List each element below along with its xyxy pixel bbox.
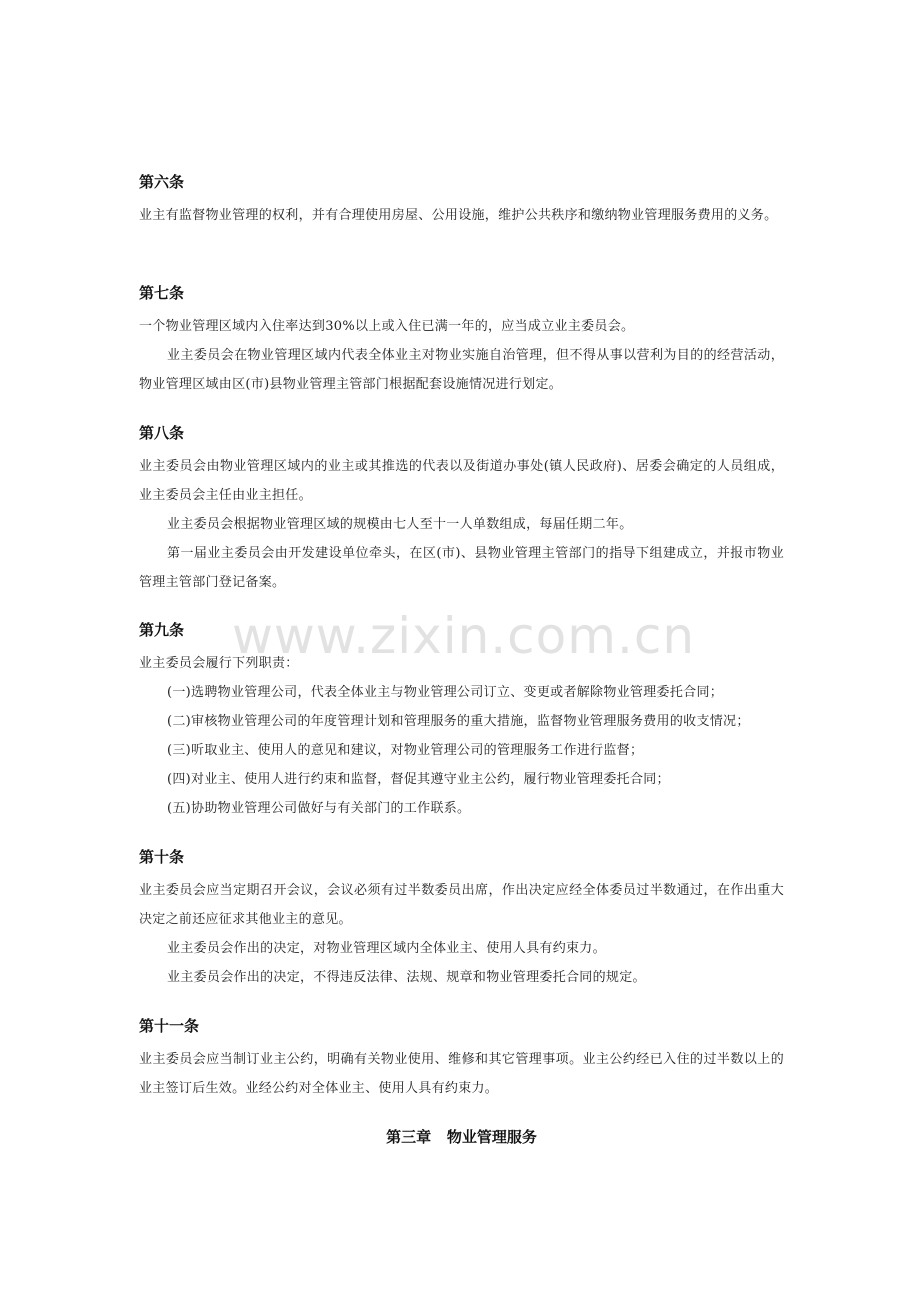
article-8 [139, 423, 784, 597]
article-title: 第十一条 [139, 1017, 200, 1035]
article-7 [139, 283, 784, 399]
article-9 [139, 620, 784, 823]
article-paragraph: 业主委员会根据物业管理区域的规模由七人至十一人单数组成，每届任期二年。 [167, 517, 633, 532]
chapter-title: 第三章 物业管理服务 [386, 1128, 537, 1146]
article-paragraph: 业主委员会由物业管理区域内的业主或其推选的代表以及街道办事处(镇人民政府)、居委会确定的人员组成，业主委员会主任由业主担任。 [139, 459, 784, 503]
article-10 [139, 847, 784, 992]
article-title: 第七条 [139, 284, 185, 302]
article-title: 第九条 [139, 621, 185, 639]
article-paragraph: 业主委员会作出的决定，不得违反法律、法规、规章和物业管理委托合同的规定。 [167, 970, 646, 985]
article-paragraph: 业主委员会作出的决定，对物业管理区域内全体业主、使用人具有约束力。 [167, 941, 606, 956]
article-paragraph: 业主委员会应当制订业主公约，明确有关物业使用、维修和其它管理事项。业主公约经已入住的过半数以上的业主签订后生效。业经公约对全体业主、使用人具有约束力。 [139, 1052, 784, 1096]
article-paragraph: 业主委员会履行下列职责： [139, 656, 299, 671]
article-11 [139, 1016, 784, 1103]
duty-item: (四)对业主、使用人进行约束和监督，督促其遵守业主公约，履行物业管理委托合同； [167, 772, 670, 787]
article-paragraph: 业主委员会在物业管理区域内代表全体业主对物业实施自治管理，但不得从事以营利为目的的经营活动，物业管理区域由区(市)县物业管理主管部门根据配套设施情况进行划定。 [139, 348, 784, 392]
article-title: 第八条 [139, 424, 185, 442]
article-paragraph: 业主委员会应当定期召开会议，会议必须有过半数委员出席，作出决定应经全体委员过半数通过，在作出重大决定之前还应征求其他业主的意见。 [139, 883, 784, 927]
duty-item: (二)审核物业管理公司的年度管理计划和管理服务的重大措施，监督物业管理服务费用的收支情况； [167, 714, 750, 729]
duty-item: (五)协助物业管理公司做好与有关部门的工作联系。 [167, 801, 471, 816]
article-title: 第六条 [139, 173, 185, 191]
article-paragraph: 业主有监督物业管理的权利，并有合理使用房屋、公用设施，维护公共秩序和缴纳物业管理服务费用的义务。 [139, 208, 778, 223]
document-page [139, 0, 784, 1302]
article-paragraph: 一个物业管理区域内入住率达到30%以上或入住已满一年的，应当成立业主委员会。 [139, 319, 635, 334]
article-6 [139, 172, 784, 230]
article-paragraph: 第一届业主委员会由开发建设单位牵头，在区(市)、县物业管理主管部门的指导下组建成立，并报市物业管理主管部门登记备案。 [139, 546, 784, 590]
duty-item: (一)选聘物业管理公司，代表全体业主与物业管理公司订立、变更或者解除物业管理委托合同； [167, 685, 724, 700]
article-title: 第十条 [139, 848, 185, 866]
watermark: www.zixin.com.cn [232, 607, 696, 665]
duty-item: (三)听取业主、使用人的意见和建议，对物业管理公司的管理服务工作进行监督； [167, 743, 644, 758]
